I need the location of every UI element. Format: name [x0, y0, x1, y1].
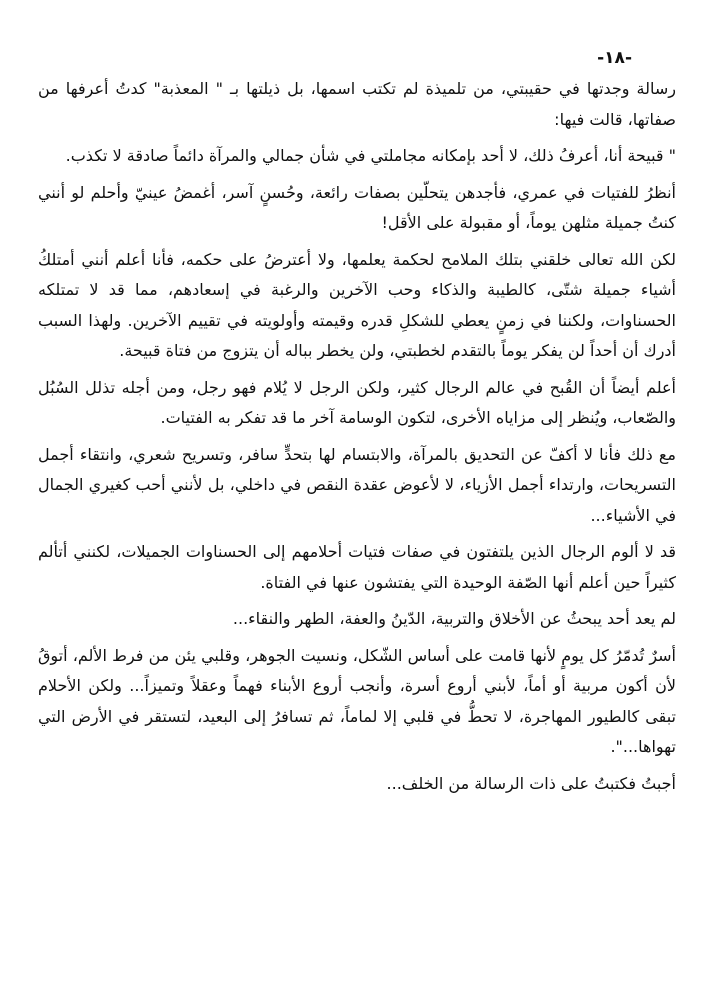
paragraph: أنظرُ للفتيات في عمري، فأجدهن يتحلّين بصفات رائعة، وحُسنٍ آسر، أغمضُ عينيّ وأحلم لو أنني كنتُ جميلة مثلهن يوماً، أو مقبولة على الأقل! — [38, 182, 676, 232]
letter-body — [38, 74, 676, 805]
paragraph: رسالة وجدتها في حقيبتي، من تلميذة لم تكتب اسمها، بل ذيلتها بـ " المعذبة" كدتُ أعرفها من صفاتها، قالت فيها: — [38, 79, 676, 129]
page-number: -١٨- — [597, 48, 632, 68]
paragraph: أجبتُ فكتبتُ على ذات الرسالة من الخلف... — [386, 773, 676, 793]
paragraph: أعلم أيضاً أن القُبح في عالم الرجال كثير، ولكن الرجل لا يُلام فهو رجل، ومن أجله تذلل السُبُل والصّعاب، ويُنظر إلى مزاياه الأخرى، لتكون الوسامة آخر ما قد تفكر به الفتيات. — [38, 377, 676, 427]
paragraph: مع ذلك فأنا لا أكفّ عن التحديق بالمرآة، والابتسام لها بتحدٍّ سافر، وتسريح شعري، وانتقاء أجمل التسريحات، وارتداء أجمل الأزياء، لا لأعوض عقدة النقص في داخلي، بل لأنني أحب كغيري الجمال في الأشياء... — [38, 444, 676, 525]
paragraph: لم يعد أحد يبحثُ عن الأخلاق والتربية، الدّينُ والعفة، الطهر والنقاء... — [232, 609, 676, 628]
paragraph: لكن الله تعالى خلقني بتلك الملامح لحكمة يعلمها، ولا أعترضُ على حكمه، فأنا أعلم أنني أمتلكُ أشياء جميلة شتّى، كالطيبة والذكاء وحب الآخرين والرغبة في إسعادهم، مما قد لا تمتلكه الحسناوات، ولكننا في زمنٍ يعطي للشكلِ قدره وقيمته وأولويته في تقييم الآخرين. ولهذا السبب أدرك أن أحداً لن يفكر يوماً بالتقدم لخطبتي، ولن يخطر بباله أن يتزوج من فتاة قبيحة. — [38, 249, 676, 360]
paragraph: " قبيحة أنا، أعرفُ ذلك، لا أحد بإمكانه مجاملتي في شأن جمالي والمرآة دائماً صادقة لا تكذب. — [65, 146, 676, 165]
paragraph: قد لا ألوم الرجال الذين يلتفتون في صفات فتيات أحلامهم إلى الحسناوات الجميلات، لكنني أتألم كثيراً حين أعلم أنها الصّفة الوحيدة التي يفتشون عنها في الفتاة. — [38, 542, 676, 592]
paragraph: أسرٌ تُدمّرُ كل يومٍ لأنها قامت على أساس الشّكل، ونسيت الجوهر، وقلبي يئن من فرط الألم، أتوقُ لأن أكون مربية أو أماً، لأبني أروع أسرة، وأنجب أروع الأبناء فهماً وعقلاً وتميزاً... ولكن الأحلام تبقى كالطيور المهاجرة، لا تحطُّ في قلبي إلا لماماً، ثم تسافرُ إلى البعيد، لتستقر في الأرض التي تهواها...". — [38, 645, 676, 756]
